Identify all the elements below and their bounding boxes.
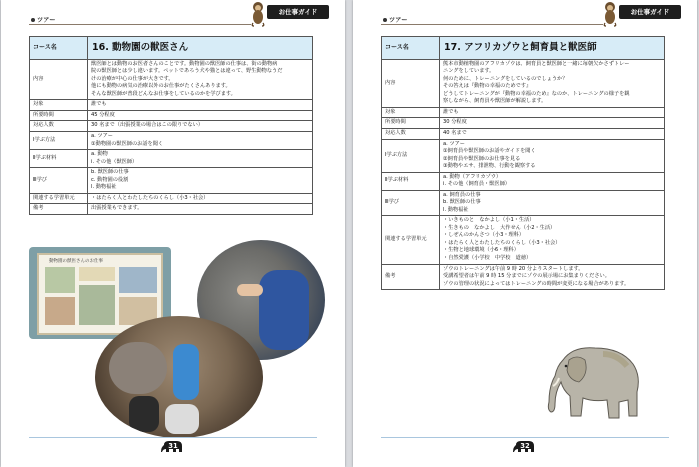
page-number: 31	[168, 442, 178, 450]
page-right	[353, 0, 697, 467]
text-line: l. 動物福祉	[443, 206, 469, 213]
text-line: ③動物やエサ、排泄物、行動を観察する	[443, 163, 536, 170]
course-name-key: コース名	[30, 37, 88, 60]
row-key: 備考	[382, 264, 440, 290]
row-value	[88, 168, 313, 194]
text-line: 獣医師とは動物のお医者さんのことです。動物園の獣医師の仕事は、街の動物病	[91, 60, 278, 67]
table-row	[382, 37, 665, 60]
row-value: 出張授業もできます。	[88, 204, 313, 215]
poster-title: 動物園の獣医さんのお仕事	[49, 259, 103, 264]
page-number: 32	[520, 442, 530, 450]
footer-rule	[381, 437, 669, 438]
row-value: 30 分程度	[440, 118, 665, 129]
keeper-figure	[173, 344, 199, 400]
page-left	[1, 0, 345, 467]
text-line: c. 動物園の役割	[91, 176, 129, 183]
text-line: ゾウのトレーニングは午前 9 時 20 分よりスタートします。	[443, 265, 584, 272]
text-line: i. その他（飼育員・獣医師）	[443, 181, 510, 188]
text-line: ①飼育員や獣医師のお話やガイドを聞く	[443, 148, 536, 155]
text-line: 何のために、トレーニングをしているのでしょうか？	[443, 75, 568, 82]
text-line: その答えは『動物の幸福のためです』	[443, 83, 532, 90]
row-value: ・はたらく人とわたしたちのくらし（小3・社会）	[88, 193, 313, 204]
course-table-17	[381, 36, 665, 290]
table-row	[30, 150, 313, 168]
row-key: 所要時間	[382, 118, 440, 129]
table-row	[30, 168, 313, 194]
row-value	[440, 264, 665, 290]
row-key: Ⅰ学ぶ方法	[30, 132, 88, 150]
header-rule	[381, 24, 603, 25]
table-row	[382, 118, 665, 129]
text-line: ②飼育員や獣医師のお仕事を見る	[443, 155, 521, 162]
row-value	[88, 59, 313, 100]
text-line: そんな獣医師が普段どんなお仕事をしているのかを学びます。	[91, 90, 236, 97]
header-rule	[29, 24, 251, 25]
text-line: ・いきものと なかよし（小1・生活）	[443, 217, 535, 224]
visitor-figure	[129, 396, 159, 432]
poster-text-block	[79, 267, 115, 281]
elephant-head	[109, 342, 167, 394]
table-row	[382, 216, 665, 264]
text-line: b. 獣医師の仕事	[91, 169, 129, 176]
table-row	[382, 190, 665, 216]
row-key: Ⅱ学ぶ材料	[30, 150, 88, 168]
table-row	[30, 110, 313, 121]
table-row	[382, 129, 665, 140]
table-row	[30, 132, 313, 150]
table-row	[30, 204, 313, 215]
poster-image	[45, 267, 75, 293]
row-key: Ⅲ学び	[382, 190, 440, 216]
row-key: 所要時間	[30, 110, 88, 121]
poster-image	[79, 285, 115, 325]
row-value	[88, 132, 313, 150]
table-row	[30, 100, 313, 111]
table-row	[382, 107, 665, 118]
job-guide-badge: お仕事ガイド	[267, 5, 329, 19]
row-key: 備考	[30, 204, 88, 215]
job-guide-badge: お仕事ガイド	[619, 5, 681, 19]
table-row	[30, 37, 313, 60]
row-value	[440, 216, 665, 264]
text-line: 他にも動物の病気の治療以外のお仕事がたくさんあります。	[91, 83, 231, 90]
poster-image	[45, 297, 75, 325]
row-key: 対応人数	[382, 129, 440, 140]
row-value: 誰でも	[440, 107, 665, 118]
table-row	[382, 139, 665, 172]
course-title: 17. アフリカゾウと飼育員と獣医師	[440, 37, 665, 60]
row-value	[440, 59, 665, 107]
text-line: ・生物と地球環境（小6・理科）	[443, 247, 519, 254]
row-key: 関連する学習単元	[382, 216, 440, 264]
text-line: a. ツアー	[91, 133, 113, 140]
row-key: Ⅱ学ぶ材料	[382, 172, 440, 190]
elephant-treatment-photo	[95, 316, 263, 438]
section-label: ツアー	[383, 15, 407, 24]
row-key: 内容	[30, 59, 88, 100]
course-name-key: コース名	[382, 37, 440, 60]
table-row	[382, 172, 665, 190]
table-row	[30, 121, 313, 132]
page-number-badge	[513, 440, 537, 454]
row-value	[440, 190, 665, 216]
text-line: a. 飼育員の仕事	[443, 191, 481, 198]
text-line: 察しながら、飼育員や獣医師が解説します。	[443, 98, 547, 105]
table-row	[30, 193, 313, 204]
text-line: 熊本市動植物園のアフリカゾウは、飼育員と獣医師と一緒に毎朝欠かさずトレー	[443, 60, 630, 67]
text-line: 院の獣医師とは少し違います。ペットであろう犬や猫とは違って、野生動物なうだ	[91, 68, 283, 75]
text-line: ゾウの管理の状況によってはトレーニングの時間が変更になる場合があります。	[443, 280, 630, 287]
row-key: 対象	[30, 100, 88, 111]
row-key: 対応人数	[30, 121, 88, 132]
table-row	[382, 264, 665, 290]
row-key: Ⅰ学ぶ方法	[382, 139, 440, 172]
text-line: 受講希望者は午前 9 時 15 分までにゾウの展示場にお集まりください。	[443, 273, 610, 280]
row-value: 40 名まで	[440, 129, 665, 140]
text-line: a. ツアー	[443, 140, 465, 147]
text-line: a. 動物	[91, 151, 108, 158]
table-row	[382, 59, 665, 107]
vet-figure	[259, 270, 309, 350]
row-key: 対象	[382, 107, 440, 118]
page-number-badge	[161, 440, 185, 454]
course-title: 16. 動物園の獣医さん	[88, 37, 313, 60]
row-value: 30 名まで（出張授業の場合はこの限りでない）	[88, 121, 313, 132]
text-line: ①動物園の獣医師のお話を聞く	[91, 140, 164, 147]
section-label: ツアー	[31, 15, 55, 24]
text-line: b. 獣医師の仕事	[443, 199, 481, 206]
text-line: l. 動物福祉	[91, 184, 117, 191]
text-line: ・自然愛護（小学校 中学校 道徳）	[443, 254, 532, 261]
row-value	[88, 150, 313, 168]
monkey-icon	[249, 1, 267, 27]
poster-image	[119, 267, 157, 293]
row-value	[440, 139, 665, 172]
text-line: ・しぜんのかんさつ（小3・理科）	[443, 232, 525, 239]
monkey-icon	[601, 1, 619, 27]
course-table-16	[29, 36, 313, 215]
elephant-icon	[533, 340, 653, 424]
row-value: 45 分程度	[88, 110, 313, 121]
text-line: どうしてトレーニングが『動物の幸福のため』なのか、トレーニングの様子を観	[443, 90, 630, 97]
text-line: ・はたらく人とわたしたちのくらし（小3・社会）	[443, 239, 561, 246]
visitor-figure	[165, 404, 199, 434]
text-line: i. その他（獣医師）	[91, 158, 138, 165]
text-line: ニングをしています。	[443, 68, 495, 75]
footer-rule	[29, 437, 317, 438]
table-row	[30, 59, 313, 100]
text-line: けの治療が中心の仕事が大きです。	[91, 75, 174, 82]
row-key: Ⅲ学び	[30, 168, 88, 194]
vet-hand	[237, 284, 263, 296]
text-line: a. 動物（アフリカゾウ）	[443, 173, 502, 180]
row-value	[440, 172, 665, 190]
row-value: 誰でも	[88, 100, 313, 111]
row-key: 関連する学習単元	[30, 193, 88, 204]
row-key: 内容	[382, 59, 440, 107]
text-line: ・生きもの なかよし 大作せん（小2・生活）	[443, 224, 556, 231]
